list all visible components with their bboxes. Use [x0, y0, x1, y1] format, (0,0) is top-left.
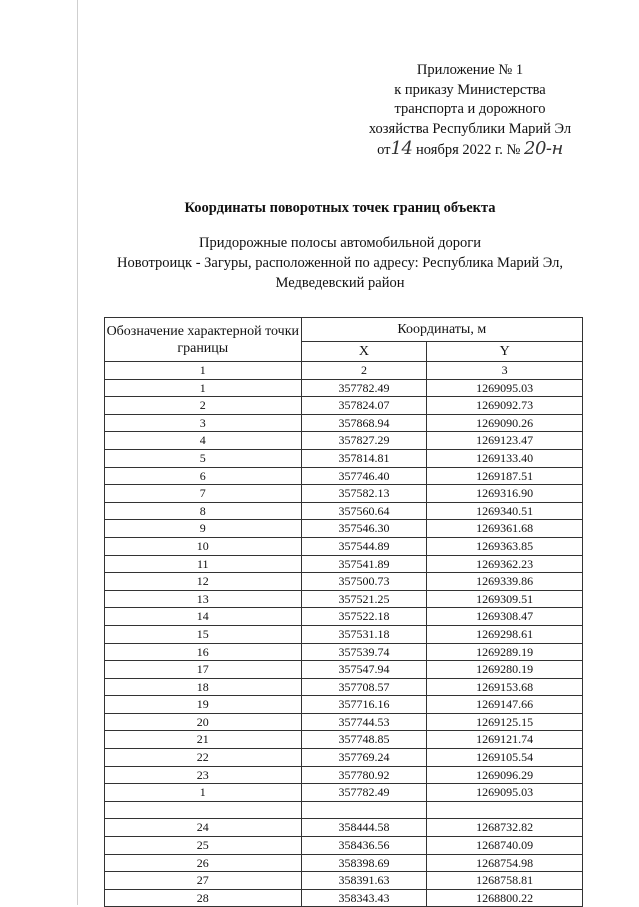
- x-coordinate-cell: 358391.63: [301, 872, 427, 890]
- table-row: [105, 643, 583, 661]
- point-number-cell: 22: [105, 749, 302, 767]
- month-year-label: ноября 2022 г. №: [416, 142, 521, 158]
- y-coordinate-cell: 1269309.51: [427, 590, 583, 608]
- appendix-line-3: транспорта и дорожного: [394, 101, 546, 117]
- table-row: [105, 414, 583, 432]
- point-number-cell: 8: [105, 502, 302, 520]
- x-coordinate-cell: 357546.30: [301, 520, 427, 538]
- document-subtitle: [90, 233, 590, 293]
- table-row: [105, 449, 583, 467]
- y-column-header: Y: [427, 342, 583, 362]
- table-row: [105, 749, 583, 767]
- appendix-line-1: Приложение № 1: [416, 62, 524, 78]
- x-coordinate-cell: 358444.58: [301, 819, 427, 837]
- table-row: [105, 625, 583, 643]
- table-row: [105, 661, 583, 679]
- x-coordinate-cell: 358343.43: [301, 889, 427, 907]
- x-coordinate-cell: 357539.74: [301, 643, 427, 661]
- point-number-cell: 1: [105, 379, 302, 397]
- table-row: [105, 379, 583, 397]
- x-coordinate-cell: 357782.49: [301, 784, 427, 802]
- y-coordinate-cell: 1269096.29: [427, 766, 583, 784]
- table-row: [105, 397, 583, 415]
- y-coordinate-cell: 1268740.09: [427, 837, 583, 855]
- x-coordinate-cell: 357531.18: [301, 625, 427, 643]
- point-number-cell: 27: [105, 872, 302, 890]
- appendix-header: [330, 61, 610, 161]
- point-number-cell: 2: [105, 397, 302, 415]
- y-coordinate-cell: 1269280.19: [427, 661, 583, 679]
- from-label: от: [377, 142, 391, 158]
- point-number-cell: 26: [105, 854, 302, 872]
- x-coordinate-cell: 357500.73: [301, 573, 427, 591]
- x-coordinate-cell: 357716.16: [301, 696, 427, 714]
- x-coordinate-cell: 357868.94: [301, 414, 427, 432]
- point-number-cell: 5: [105, 449, 302, 467]
- table-row: [105, 854, 583, 872]
- x-coordinate-cell: 357521.25: [301, 590, 427, 608]
- x-coordinate-cell: 357824.07: [301, 397, 427, 415]
- subtitle-line-3: Медведевский район: [275, 275, 405, 291]
- y-coordinate-cell: 1269361.68: [427, 520, 583, 538]
- order-date-line: [330, 139, 610, 161]
- y-coordinate-cell: 1269095.03: [427, 379, 583, 397]
- coordinates-header: Координаты, м: [301, 318, 582, 342]
- point-number-cell: 17: [105, 661, 302, 679]
- point-number-cell: 24: [105, 819, 302, 837]
- table-row: [105, 678, 583, 696]
- column-number: 1: [105, 362, 302, 380]
- handwritten-day: 14: [390, 138, 413, 159]
- point-number-cell: 1: [105, 784, 302, 802]
- appendix-line-2: к приказу Министерства: [394, 81, 546, 98]
- point-number-cell: [105, 801, 302, 819]
- y-coordinate-cell: 1269153.68: [427, 678, 583, 696]
- x-coordinate-cell: 357827.29: [301, 432, 427, 450]
- y-coordinate-cell: 1268800.22: [427, 889, 583, 907]
- y-coordinate-cell: 1269363.85: [427, 537, 583, 555]
- table-row: [105, 555, 583, 573]
- x-coordinate-cell: 357547.94: [301, 661, 427, 679]
- coordinates-table: [104, 317, 583, 907]
- x-coordinate-cell: 357780.92: [301, 766, 427, 784]
- table-row: [105, 731, 583, 749]
- y-coordinate-cell: 1269095.03: [427, 784, 583, 802]
- table-row: [105, 696, 583, 714]
- y-coordinate-cell: 1269339.86: [427, 573, 583, 591]
- y-coordinate-cell: 1269308.47: [427, 608, 583, 626]
- appendix-line-4: хозяйства Республики Марий Эл: [368, 120, 572, 137]
- y-coordinate-cell: 1268732.82: [427, 819, 583, 837]
- point-number-cell: 4: [105, 432, 302, 450]
- y-coordinate-cell: 1269340.51: [427, 502, 583, 520]
- y-coordinate-cell: 1269147.66: [427, 696, 583, 714]
- x-coordinate-cell: 357522.18: [301, 608, 427, 626]
- table-row: [105, 819, 583, 837]
- column-numbering-row: [105, 362, 583, 380]
- x-coordinate-cell: 358398.69: [301, 854, 427, 872]
- y-coordinate-cell: [427, 801, 583, 819]
- point-number-cell: 20: [105, 713, 302, 731]
- handwritten-order-number: 20-н: [524, 138, 563, 159]
- table-row: [105, 837, 583, 855]
- y-coordinate-cell: 1269105.54: [427, 749, 583, 767]
- x-coordinate-cell: 357744.53: [301, 713, 427, 731]
- x-coordinate-cell: 357708.57: [301, 678, 427, 696]
- table-row: [105, 432, 583, 450]
- x-coordinate-cell: 357782.49: [301, 379, 427, 397]
- point-number-cell: 3: [105, 414, 302, 432]
- y-coordinate-cell: 1269121.74: [427, 731, 583, 749]
- y-coordinate-cell: 1269123.47: [427, 432, 583, 450]
- table-row: [105, 502, 583, 520]
- coordinates-table-body: [105, 379, 583, 907]
- table-row: [105, 872, 583, 890]
- point-number-cell: 19: [105, 696, 302, 714]
- y-coordinate-cell: 1268754.98: [427, 854, 583, 872]
- point-number-cell: 21: [105, 731, 302, 749]
- x-coordinate-cell: [301, 801, 427, 819]
- x-column-header: X: [301, 342, 427, 362]
- point-number-cell: 9: [105, 520, 302, 538]
- table-row: [105, 520, 583, 538]
- y-coordinate-cell: 1269125.15: [427, 713, 583, 731]
- x-coordinate-cell: 357746.40: [301, 467, 427, 485]
- table-row: [105, 485, 583, 503]
- subtitle-line-2: Новотроицк - Загуры, расположенной по адресу: Республика Марий Эл,: [116, 255, 564, 271]
- y-coordinate-cell: 1269092.73: [427, 397, 583, 415]
- table-row: [105, 590, 583, 608]
- table-row: [105, 889, 583, 907]
- column-number: 3: [427, 362, 583, 380]
- x-coordinate-cell: 357769.24: [301, 749, 427, 767]
- point-designation-header: Обозначение характерной точки границы: [105, 318, 302, 362]
- table-row: [105, 573, 583, 591]
- point-number-cell: 14: [105, 608, 302, 626]
- point-number-cell: 13: [105, 590, 302, 608]
- point-number-cell: 6: [105, 467, 302, 485]
- table-row: [105, 467, 583, 485]
- point-number-cell: 18: [105, 678, 302, 696]
- y-coordinate-cell: 1269316.90: [427, 485, 583, 503]
- table-row: [105, 766, 583, 784]
- y-coordinate-cell: 1269090.26: [427, 414, 583, 432]
- point-number-cell: 25: [105, 837, 302, 855]
- table-row: [105, 784, 583, 802]
- column-number: 2: [301, 362, 427, 380]
- x-coordinate-cell: 357560.64: [301, 502, 427, 520]
- subtitle-line-1: Придорожные полосы автомобильной дороги: [199, 235, 481, 251]
- y-coordinate-cell: 1269187.51: [427, 467, 583, 485]
- point-number-cell: 23: [105, 766, 302, 784]
- table-row: [105, 537, 583, 555]
- point-number-cell: 28: [105, 889, 302, 907]
- point-number-cell: 10: [105, 537, 302, 555]
- table-row: [105, 801, 583, 819]
- x-coordinate-cell: 357748.85: [301, 731, 427, 749]
- y-coordinate-cell: 1268758.81: [427, 872, 583, 890]
- x-coordinate-cell: 357814.81: [301, 449, 427, 467]
- y-coordinate-cell: 1269289.19: [427, 643, 583, 661]
- document-title: Координаты поворотных точек границ объекта: [184, 200, 496, 216]
- point-number-cell: 16: [105, 643, 302, 661]
- y-coordinate-cell: 1269298.61: [427, 625, 583, 643]
- x-coordinate-cell: 357541.89: [301, 555, 427, 573]
- table-row: [105, 713, 583, 731]
- point-number-cell: 11: [105, 555, 302, 573]
- x-coordinate-cell: 357582.13: [301, 485, 427, 503]
- x-coordinate-cell: 357544.89: [301, 537, 427, 555]
- point-number-cell: 15: [105, 625, 302, 643]
- table-row: [105, 608, 583, 626]
- point-number-cell: 7: [105, 485, 302, 503]
- x-coordinate-cell: 358436.56: [301, 837, 427, 855]
- binding-margin-line: [77, 0, 78, 905]
- y-coordinate-cell: 1269362.23: [427, 555, 583, 573]
- point-number-cell: 12: [105, 573, 302, 591]
- y-coordinate-cell: 1269133.40: [427, 449, 583, 467]
